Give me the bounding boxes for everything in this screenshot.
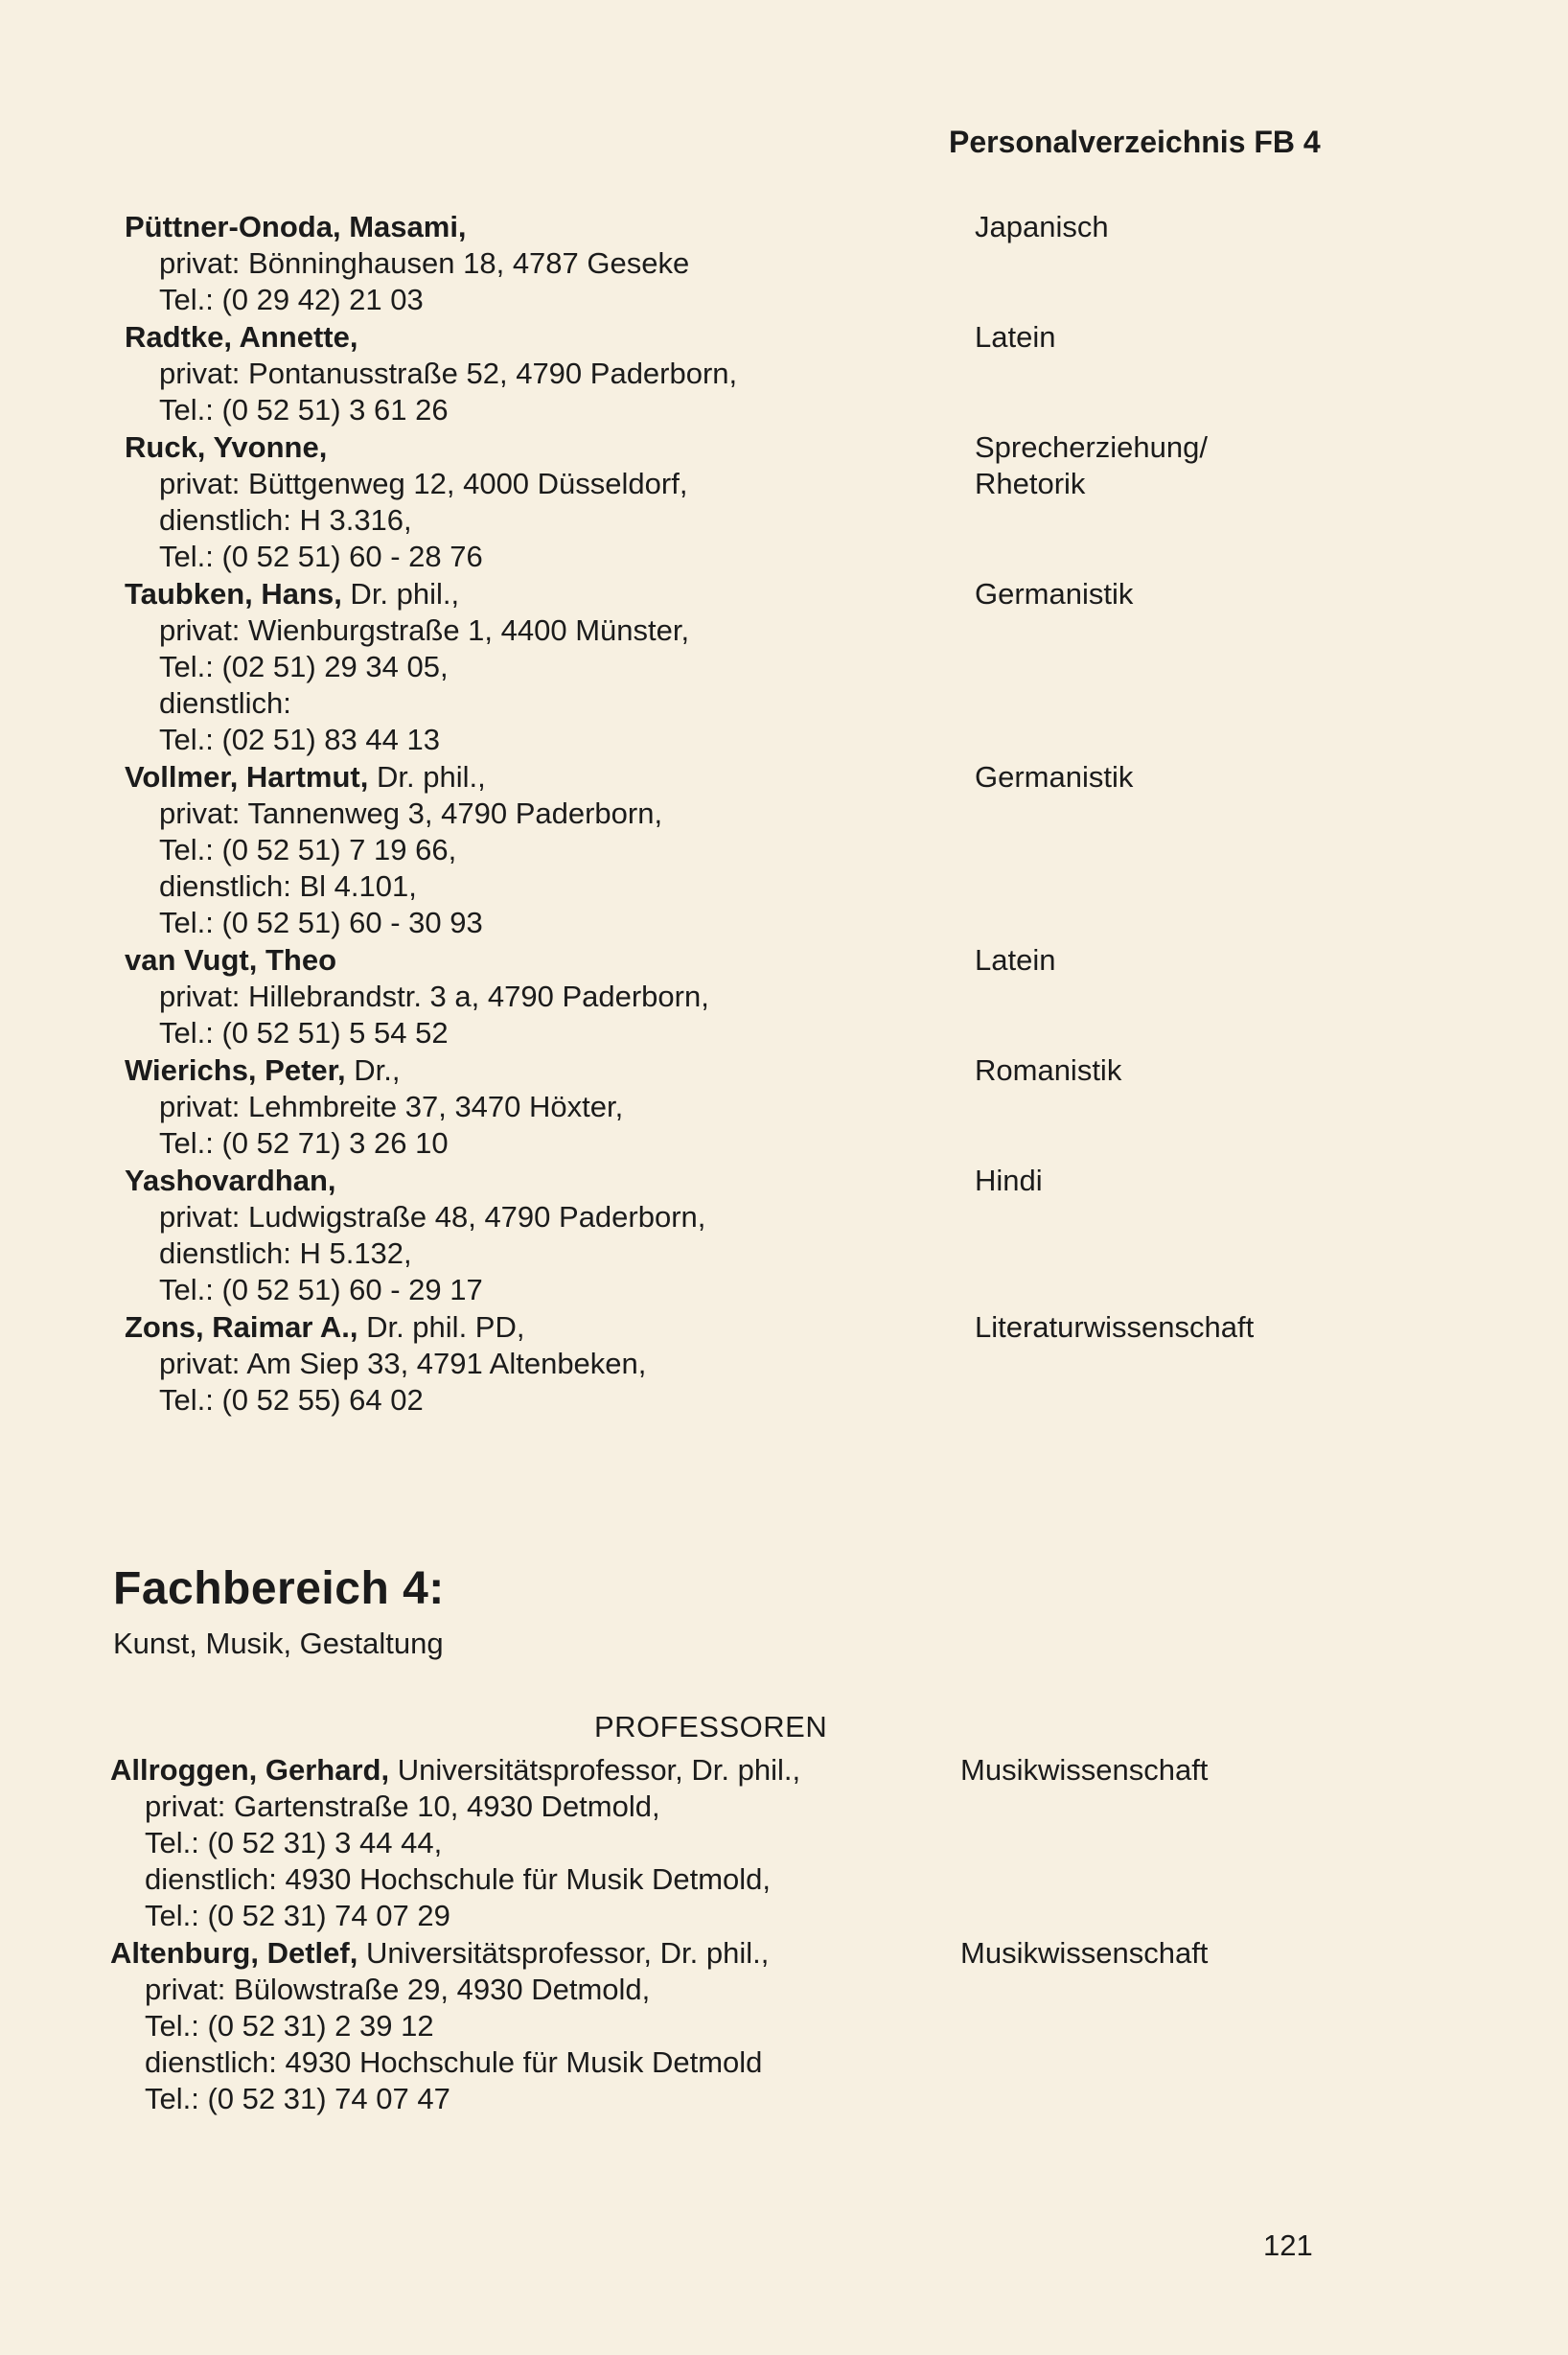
entry-name-bold: Zons, Raimar A.,	[125, 1310, 358, 1344]
entry-detail-line: privat: Bönninghausen 18, 4787 Geseke	[159, 246, 690, 280]
entry-detail-line: Tel.: (0 52 51) 5 54 52	[159, 1016, 449, 1050]
entry-subject	[975, 319, 1055, 356]
entry-name-bold: Ruck, Yvonne,	[125, 430, 328, 464]
entry-detail-line: privat: Gartenstraße 10, 4930 Detmold,	[145, 1789, 660, 1823]
entry-subject	[975, 209, 1109, 245]
entry-name-title: Dr. phil.,	[368, 760, 486, 794]
entry-name-bold: Altenburg, Detlef,	[110, 1936, 358, 1970]
entry-detail-line: dienstlich: H 3.316,	[159, 503, 412, 537]
entry-detail-line: Tel.: (0 29 42) 21 03	[159, 283, 424, 316]
entry-name-bold: Wierichs, Peter,	[125, 1053, 346, 1087]
entry-subject-line: Japanisch	[975, 210, 1109, 243]
entry-detail-line: Tel.: (02 51) 29 34 05,	[159, 650, 449, 683]
entry-subject	[975, 759, 1133, 796]
entry-subject	[975, 429, 1208, 502]
entry-detail-line: Tel.: (0 52 51) 60 - 30 93	[159, 906, 483, 939]
entry-name-title: Universitätsprofessor, Dr. phil.,	[389, 1753, 801, 1787]
entry-subject-line: Latein	[975, 320, 1056, 354]
entry-name	[125, 576, 1562, 612]
entry-detail-line: privat: Wienburgstraße 1, 4400 Münster,	[159, 613, 690, 647]
directory-entry	[125, 429, 1562, 575]
entry-name	[125, 429, 1562, 466]
entry-name-bold: van Vugt, Theo	[125, 943, 337, 977]
entry-detail-line: Tel.: (02 51) 83 44 13	[159, 723, 440, 756]
entry-detail-line: dienstlich: Bl 4.101,	[159, 869, 417, 903]
directory-entry	[110, 1935, 1548, 2117]
entry-name	[125, 759, 1562, 796]
entry-subject-line: Musikwissenschaft	[960, 1753, 1209, 1787]
entry-subject-line: Literaturwissenschaft	[975, 1310, 1255, 1344]
entry-name-bold: Püttner-Onoda, Masami,	[125, 210, 467, 243]
entry-detail-line: Tel.: (0 52 51) 3 61 26	[159, 393, 449, 427]
entry-subject	[960, 1752, 1208, 1789]
entry-detail-line: privat: Pontanusstraße 52, 4790 Paderborn,	[159, 357, 738, 390]
entry-detail-line: privat: Am Siep 33, 4791 Altenbeken,	[159, 1347, 647, 1380]
directory-entry	[110, 1752, 1548, 1934]
entry-subject	[975, 1163, 1043, 1199]
entry-name	[125, 209, 1562, 245]
entry-detail-line: dienstlich: 4930 Hochschule für Musik Detmold,	[145, 1862, 772, 1896]
entry-subject	[975, 1309, 1254, 1346]
entry-subject	[975, 576, 1133, 612]
entry-detail-line: dienstlich: H 5.132,	[159, 1236, 412, 1270]
entry-detail-line: privat: Ludwigstraße 48, 4790 Paderborn,	[159, 1200, 706, 1234]
entry-name	[110, 1935, 1548, 1972]
directory-entry	[125, 319, 1562, 428]
entry-detail-line: privat: Büttgenweg 12, 4000 Düsseldorf,	[159, 467, 688, 500]
page-number: 121	[1263, 2228, 1313, 2262]
entry-name-title: Dr.,	[345, 1053, 401, 1087]
directory-entry	[125, 759, 1562, 941]
entry-name-bold: Vollmer, Hartmut,	[125, 760, 369, 794]
entry-detail-line: Tel.: (0 52 31) 2 39 12	[145, 2009, 434, 2043]
directory-entry	[125, 1163, 1562, 1308]
group-heading: PROFESSOREN	[594, 1710, 828, 1743]
entry-name	[125, 1163, 1562, 1199]
entry-name	[125, 1052, 1562, 1089]
entry-name	[125, 942, 1562, 979]
entry-subject-line: Germanistik	[975, 760, 1134, 794]
entry-subject-line: Musikwissenschaft	[960, 1936, 1209, 1970]
entry-detail-line: Tel.: (0 52 55) 64 02	[159, 1383, 424, 1417]
entry-subject-line: Germanistik	[975, 577, 1134, 611]
entry-name-title: Dr. phil. PD,	[357, 1310, 525, 1344]
entry-detail-line: Tel.: (0 52 31) 3 44 44,	[145, 1826, 443, 1859]
entry-subject	[975, 942, 1055, 979]
entry-detail-line: Tel.: (0 52 51) 60 - 29 17	[159, 1273, 483, 1306]
section-title: Fachbereich 4:	[113, 1563, 445, 1614]
entry-detail-line: dienstlich: 4930 Hochschule für Musik Detmold	[145, 2045, 763, 2079]
entry-name-title: Dr. phil.,	[341, 577, 460, 611]
entry-detail-line: privat: Lehmbreite 37, 3470 Höxter,	[159, 1090, 624, 1123]
entry-detail-line: Tel.: (0 52 51) 7 19 66,	[159, 833, 457, 866]
directory-entry	[125, 942, 1562, 1051]
entry-subject	[975, 1052, 1121, 1089]
running-head: Personalverzeichnis FB 4	[949, 125, 1321, 159]
entry-detail-line: privat: Bülowstraße 29, 4930 Detmold,	[145, 1973, 651, 2006]
entry-detail-line: privat: Tannenweg 3, 4790 Paderborn,	[159, 797, 663, 830]
entry-detail-line: Tel.: (0 52 51) 60 - 28 76	[159, 540, 483, 573]
entry-subject-line: Sprecherziehung/	[975, 430, 1208, 464]
entry-subject-line: Hindi	[975, 1164, 1043, 1197]
entry-name-bold: Taubken, Hans,	[125, 577, 342, 611]
section-subtitle: Kunst, Musik, Gestaltung	[113, 1627, 444, 1660]
directory-entry	[125, 1309, 1562, 1419]
professor-list	[110, 1752, 1548, 2118]
entry-subject-line: Rhetorik	[975, 467, 1086, 500]
entry-name	[110, 1752, 1548, 1789]
entry-name	[125, 319, 1562, 356]
entry-name-title: Universitätsprofessor, Dr. phil.,	[357, 1936, 770, 1970]
entry-subject	[960, 1935, 1208, 1972]
entry-name-bold: Yashovardhan,	[125, 1164, 336, 1197]
entry-name-bold: Radtke, Annette,	[125, 320, 358, 354]
entry-detail-line: privat: Hillebrandstr. 3 a, 4790 Paderborn,	[159, 980, 709, 1013]
directory-entry	[125, 1052, 1562, 1162]
entry-subject-line: Latein	[975, 943, 1056, 977]
entry-name-bold: Allroggen, Gerhard,	[110, 1753, 390, 1787]
directory-entry	[125, 576, 1562, 758]
entry-name	[125, 1309, 1562, 1346]
entry-detail-line: Tel.: (0 52 31) 74 07 47	[145, 2082, 450, 2115]
directory-entry	[125, 209, 1562, 318]
directory-list	[125, 209, 1562, 1420]
entry-subject-line: Romanistik	[975, 1053, 1122, 1087]
entry-detail-line: Tel.: (0 52 31) 74 07 29	[145, 1899, 450, 1932]
entry-detail-line: Tel.: (0 52 71) 3 26 10	[159, 1126, 449, 1160]
entry-detail-line: dienstlich:	[159, 686, 291, 720]
